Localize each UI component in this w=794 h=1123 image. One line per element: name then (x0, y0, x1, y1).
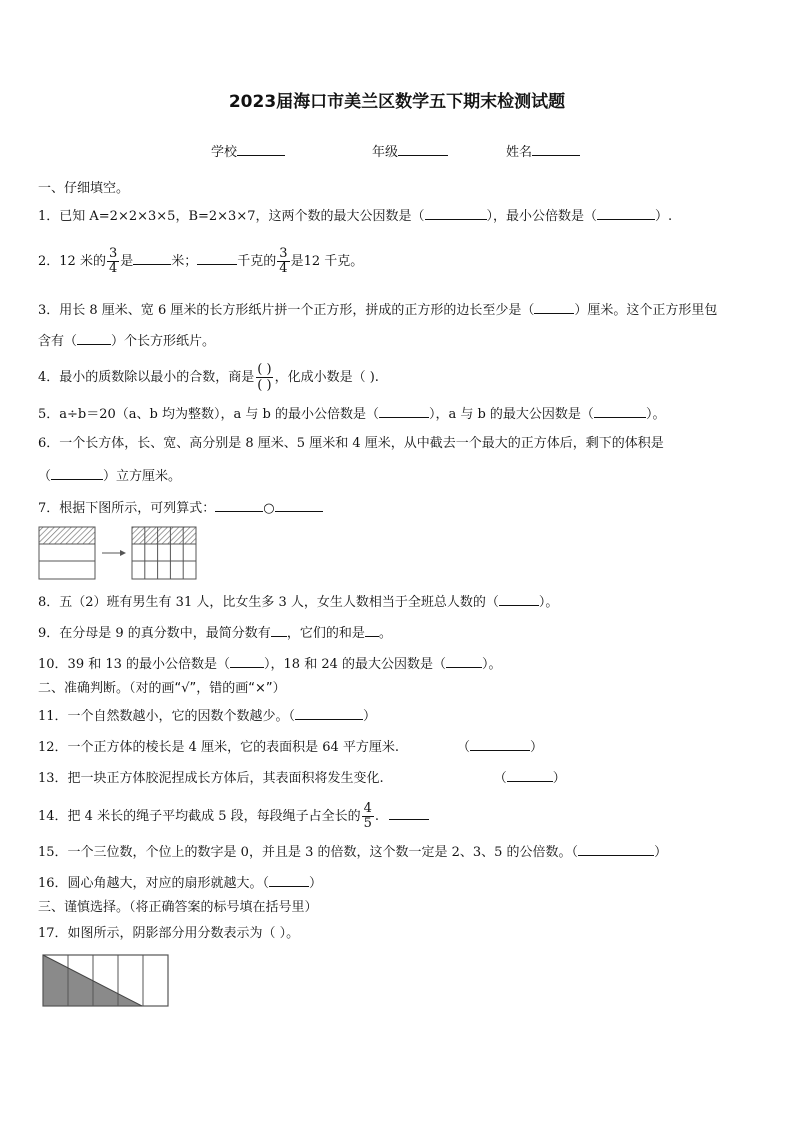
q2-blank-1[interactable] (133, 251, 171, 265)
question-10 (38, 654, 502, 674)
q4-text-a: 4．最小的质数除以最小的合数，商是 (38, 370, 255, 385)
name-label: 姓名 (506, 145, 533, 160)
q10-text-c: ）。 (482, 657, 502, 672)
section-3-heading: 三、谨慎选择。（将正确答案的标号填在括号里） (38, 900, 318, 915)
q3-text-c: 含有（ (38, 334, 78, 349)
q11-text-a: 11．一个自然数越小，它的因数个数越少。（ (38, 709, 296, 724)
school-field (211, 141, 285, 160)
q7-blank-2[interactable] (275, 498, 323, 512)
q9-text-a: 9．在分母是 9 的真分数中，最简分数有 (38, 626, 271, 641)
q13-blank[interactable] (507, 768, 553, 782)
question-6-line-2 (38, 466, 181, 486)
q10-blank-2[interactable] (446, 654, 482, 668)
q3-text-d: ）个长方形纸片。 (111, 334, 216, 349)
q2-text-d: 千克的 (237, 254, 277, 269)
q9-text-b: ，它们的和是 (286, 626, 365, 641)
q10-blank-1[interactable] (230, 654, 264, 668)
q6-blank[interactable] (51, 466, 103, 480)
q17-diagram (42, 954, 172, 1008)
q1-blank-1[interactable] (425, 206, 487, 220)
q3-text-a: 3．用长 8 厘米、宽 6 厘米的长方形纸片拼一个正方形，拼成的正方形的边长至少是（ (38, 303, 535, 318)
question-9 (38, 623, 392, 643)
q16-blank[interactable] (269, 873, 309, 887)
q14-fraction: $\frac{4}{5}$ (363, 801, 372, 831)
q5-blank-1[interactable] (379, 404, 429, 418)
name-blank[interactable] (532, 142, 580, 156)
question-7 (38, 498, 323, 518)
q1-blank-2[interactable] (597, 206, 655, 220)
question-1 (38, 206, 672, 226)
q12-text-a: 12．一个正方体的棱长是 4 厘米，它的表面积是 64 平方厘米. (38, 740, 400, 755)
q7-blank-1[interactable] (215, 498, 263, 512)
q14-text-b: . (374, 809, 380, 824)
question-12 (38, 737, 543, 757)
section-2-heading: 二、准确判断。（对的画“√”，错的画“×”） (38, 681, 286, 696)
grade-blank[interactable] (398, 142, 448, 156)
q6-text-c: ）立方厘米。 (103, 469, 182, 484)
q2-fraction-2: $\frac{3}{4}$ (279, 246, 288, 276)
school-blank[interactable] (237, 142, 285, 156)
q12-text-c: ） (530, 740, 544, 755)
q3-text-b: ）厘米。这个正方形里包 (574, 303, 718, 318)
q13-text-b: （ (493, 771, 507, 786)
q7-right-rectangle (132, 527, 196, 579)
q15-blank[interactable] (578, 842, 654, 856)
q6-text-b: （ (38, 469, 52, 484)
q7-operator: ○ (263, 501, 275, 516)
question-8 (38, 592, 558, 612)
q13-text-c: ） (552, 771, 566, 786)
q2-text-c: 米； (171, 254, 198, 269)
q5-blank-2[interactable] (594, 404, 646, 418)
q13-text-a: 13．把一块正方体胶泥捏成长方体后，其表面积将发生变化. (38, 771, 384, 786)
q8-text-a: 8．五（2）班有男生有 31 人，比女生多 3 人，女生人数相当于全班总人数的（ (38, 595, 499, 610)
q4-fraction: $\frac{( )}{( )}$ (257, 362, 272, 393)
question-2 (38, 245, 363, 279)
arrow-right-icon (102, 550, 126, 556)
grade-field (372, 141, 448, 160)
q16-text-b: ） (309, 876, 323, 891)
q2-text-a: 2．12 米的 (38, 254, 106, 269)
q7-text-a: 7．根据下图所示，可列算式： (38, 501, 216, 516)
q2-text-b: 是 (120, 254, 134, 269)
q3-blank-1[interactable] (534, 300, 574, 314)
q5-text-b: ），a 与 b 的最大公因数是（ (428, 407, 594, 422)
question-6-line-1: 6．一个长方体，长、宽、高分别是 8 厘米、5 厘米和 4 厘米，从中截去一个最大的正方体后，剩下的体积是 (38, 436, 664, 451)
question-14 (38, 800, 429, 834)
question-17: 17．如图所示，阴影部分用分数表示为（ ）。 (38, 926, 300, 941)
q10-text-b: ），18 和 24 的最大公因数是（ (264, 657, 447, 672)
question-5 (38, 404, 665, 424)
q1-text-c: ）. (655, 209, 673, 224)
question-4 (38, 362, 379, 393)
q11-text-b: ） (363, 709, 377, 724)
q14-blank[interactable] (389, 806, 429, 820)
q8-blank[interactable] (499, 592, 539, 606)
school-label: 学校 (211, 145, 238, 160)
q9-text-c: 。 (378, 626, 392, 641)
q9-blank-2[interactable] (365, 623, 379, 637)
q1-text-b: ），最小公倍数是（ (486, 209, 598, 224)
q15-text-b: ） (654, 845, 668, 860)
q1-text-a: 1．已知 A=2×2×3×5，B=2×3×7，这两个数的最大公因数是（ (38, 209, 425, 224)
q16-text-a: 16．圆心角越大，对应的扇形就越大。（ (38, 876, 270, 891)
section-1-heading: 一、仔细填空。 (38, 181, 130, 196)
q2-text-e: 是12 千克。 (290, 254, 364, 269)
q8-text-b: ）。 (538, 595, 559, 610)
question-3-line-1 (38, 300, 717, 320)
q11-blank[interactable] (295, 706, 363, 720)
q4-text-b: ，化成小数是（ ). (274, 370, 379, 385)
q3-blank-2[interactable] (77, 331, 111, 345)
q10-text-a: 10．39 和 13 的最小公倍数是（ (38, 657, 231, 672)
question-3-line-2 (38, 331, 215, 351)
q12-blank[interactable] (470, 737, 530, 751)
page-title: 2023届海口市美兰区数学五下期末检测试题 (228, 92, 566, 112)
name-field (506, 141, 580, 160)
question-16 (38, 873, 322, 893)
q5-text-c: ）。 (645, 407, 666, 422)
q2-blank-2[interactable] (197, 251, 237, 265)
question-11 (38, 706, 376, 726)
question-13 (38, 768, 566, 788)
q14-text-a: 14．把 4 米长的绳子平均截成 5 段，每段绳子占全长的 (38, 809, 361, 824)
q9-blank-1[interactable] (271, 623, 287, 637)
q2-fraction-1: $\frac{3}{4}$ (108, 246, 118, 276)
q15-text-a: 15．一个三位数，个位上的数字是 0，并且是 3 的倍数，这个数一定是 2、3、5 的公倍数。（ (38, 845, 579, 860)
grade-label: 年级 (372, 145, 399, 160)
q7-diagram (38, 526, 198, 582)
q12-text-b: （ (457, 740, 471, 755)
q7-left-rectangle (39, 527, 95, 579)
question-15 (38, 842, 667, 862)
q5-text-a: 5．a÷b＝20（a、b 均为整数），a 与 b 的最小公倍数是（ (38, 407, 379, 422)
